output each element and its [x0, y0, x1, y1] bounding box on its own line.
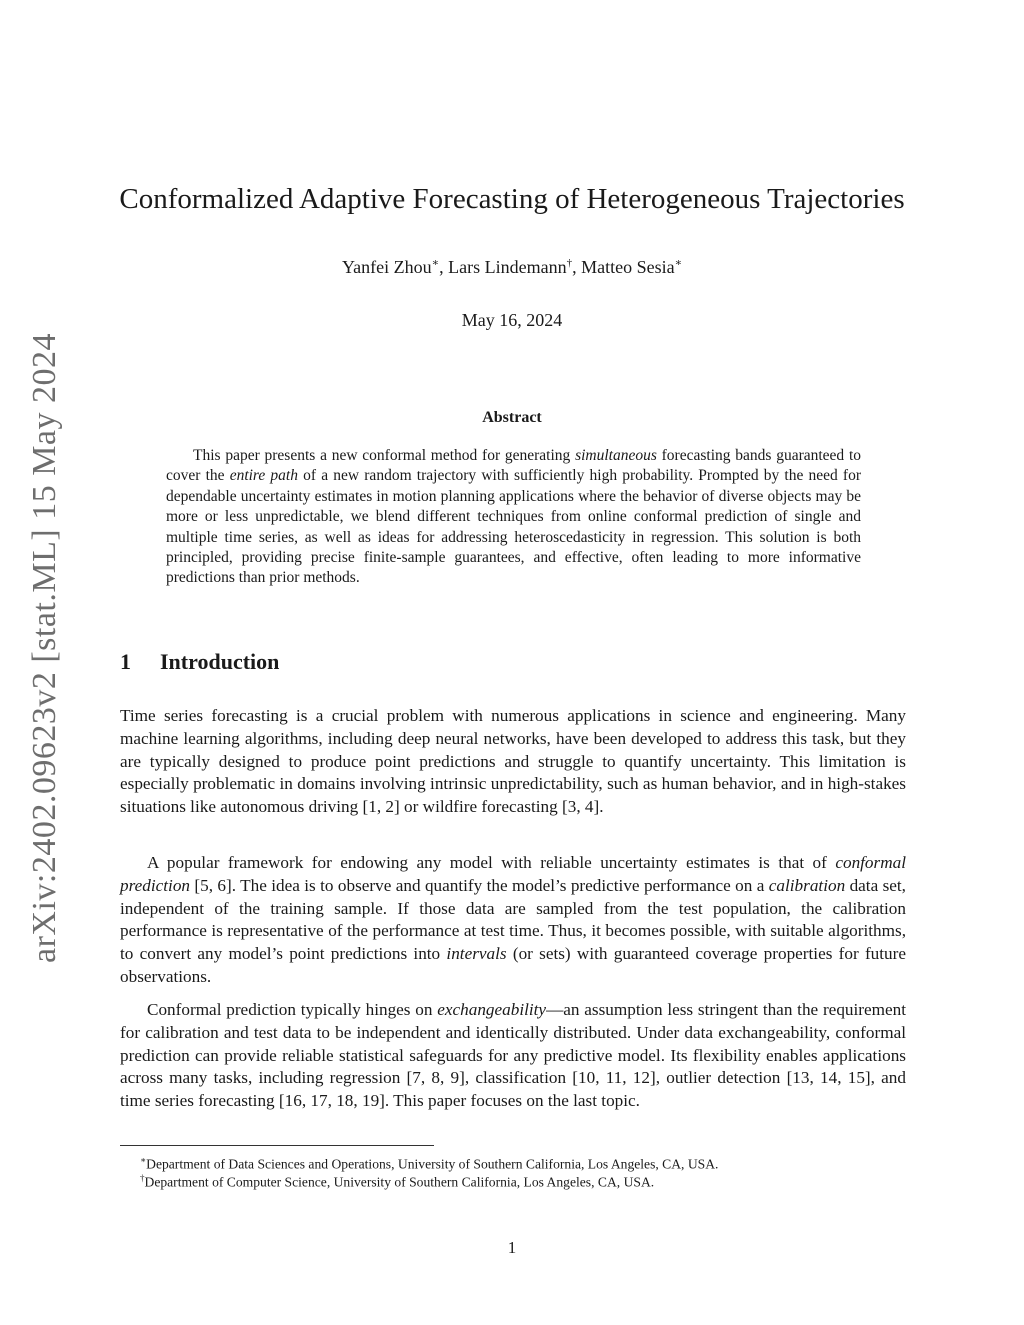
author-name: Lars Lindemann	[448, 257, 567, 277]
author-separator: ,	[439, 257, 449, 277]
footnote-text: Department of Computer Science, University of Southern California, Los Angeles, CA, USA.	[144, 1174, 655, 1190]
paragraph-segment: Conformal prediction typically hinges on	[147, 1000, 438, 1019]
paper-title: Conformalized Adaptive Forecasting of Heterogeneous Trajectories	[119, 183, 905, 215]
abstract-text-segment: This paper presents a new conformal method for generating	[193, 447, 576, 464]
section-heading	[120, 649, 279, 675]
paragraph-segment: (or sets) with guaranteed coverage properties for future observations.	[120, 944, 906, 986]
intro-paragraph-3	[120, 999, 906, 1113]
publication-date: May 16, 2024	[461, 310, 563, 330]
abstract-emphasis: entire path	[229, 467, 298, 485]
abstract-text-segment: forecasting bands guaranteed to cover the	[166, 447, 862, 485]
footnote	[140, 1169, 654, 1192]
section-title: Introduction	[160, 649, 280, 674]
paragraph-segment: [5, 6]. The idea is to observe and quantify the model’s predictive performance on a	[190, 875, 769, 895]
paragraph-emphasis: intervals	[446, 944, 507, 964]
intro-paragraph-2	[120, 852, 906, 989]
paragraph-emphasis: calibration	[768, 875, 846, 895]
abstract-emphasis: simultaneous	[575, 447, 657, 464]
paragraph-segment: —an assumption less stringent than the requirement for calibration and test data to be independent and identically distributed. Under data exchangeability, conformal prediction can provide reliable statistical safeguards for any predictive model. Its flexibility enables applications across many tasks, including regression [7, 8, 9], classification [10, 11, 12], outlier detection [13, 14, 15], and time series forecasting [16, 17, 18, 19]. This paper focuses on the last topic.	[120, 1000, 906, 1111]
arxiv-identifier-stamp	[20, 332, 70, 964]
arxiv-identifier-text: arXiv:2402.09623v2 [stat.ML] 15 May 2024	[26, 332, 64, 964]
footnote-divider	[120, 1145, 434, 1146]
paragraph-segment: A popular framework for endowing any model with reliable uncertainty estimates is that of	[147, 853, 836, 872]
author-affiliation-mark: †	[566, 257, 573, 269]
author-list	[0, 256, 1024, 278]
author-affiliation-mark: ∗	[674, 257, 683, 269]
abstract-text	[166, 446, 861, 589]
footnote-mark: ∗	[140, 1155, 147, 1165]
page-number: 1	[507, 1238, 517, 1257]
intro-paragraph-1: Time series forecasting is a crucial problem with numerous applications in science and engineering. Many machine learning algorithms, including deep neural networks, have been developed to address this task, but they are typically designed to produce point predictions and struggle to quantify uncertainty. This limitation is especially problematic in domains involving intrinsic unpredictability, such as human behavior, and in high-stakes situations like autonomous driving [1, 2] or wildfire forecasting [3, 4].	[120, 706, 906, 817]
footnote-mark: †	[140, 1173, 145, 1183]
author-name: Yanfei Zhou	[341, 257, 432, 277]
paragraph-emphasis: exchangeability	[437, 1000, 547, 1019]
paragraph-segment: data set, independent of the training sample. If those data are sampled from the test population, the calibration performance is representative of the performance at test time. Thus, it becomes possible, with suitable algorithms, to convert any model’s point predictions into	[120, 875, 906, 964]
author-separator: ,	[572, 257, 582, 277]
author-affiliation-mark: ∗	[431, 257, 440, 269]
abstract-heading: Abstract	[482, 409, 542, 426]
paragraph-emphasis: conformal prediction	[120, 853, 906, 895]
author-name: Matteo Sesia	[581, 257, 675, 277]
abstract-text-segment: of a new random trajectory with sufficiently high probability. Prompted by the need for dependable uncertainty estimates in motion planning applications where the behavior of diverse objects may be more or less unpredictable, we blend different techniques from online conformal prediction of single and multiple time series, as well as ideas for addressing heteroscedasticity in regression. This solution is both principled, providing precise finite-sample guarantees, and effective, often leading to more informative predictions than prior methods.	[166, 467, 861, 587]
section-number: 1	[120, 649, 131, 674]
footnote-text: Department of Data Sciences and Operations, University of Southern California, Los Angeles, CA, USA.	[146, 1156, 719, 1172]
